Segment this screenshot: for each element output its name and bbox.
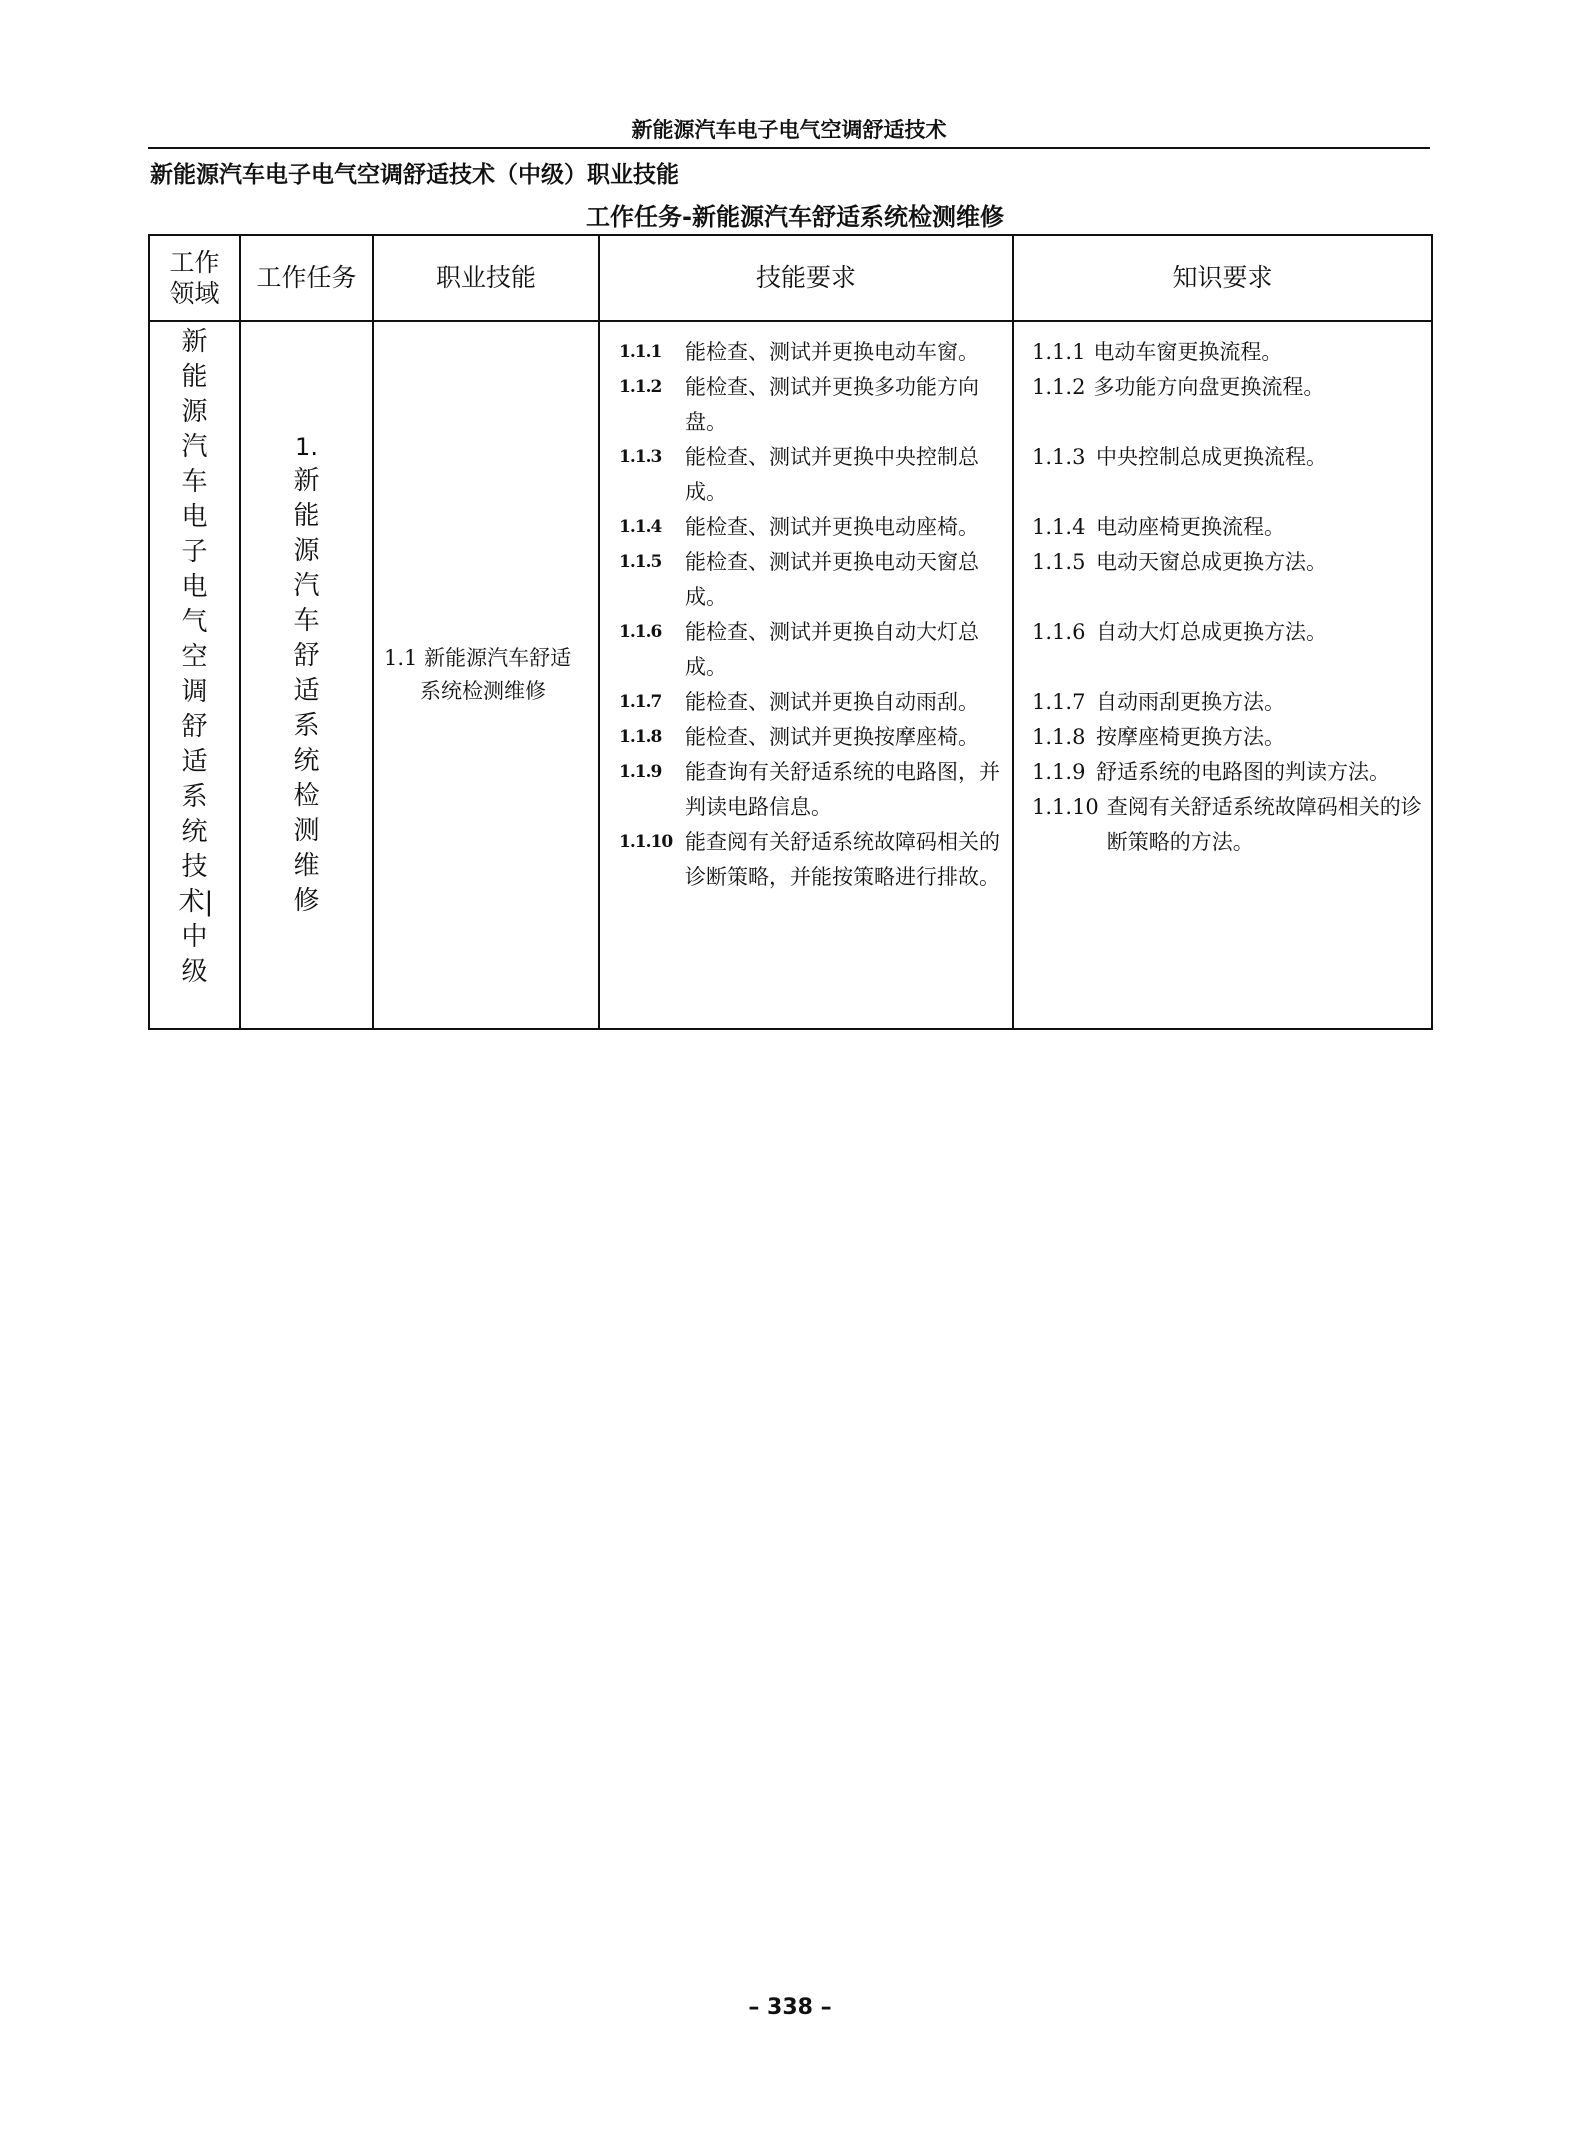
knowledge-requirement-number: 1.1.7 [1032,690,1086,714]
work-task-name: 新能源汽车舒适系统检测维修 [293,466,320,916]
vocational-skill-item: 1.1 新能源汽车舒适系统检测维修 [384,646,572,703]
skill-requirement-number: 1.1.3 [619,447,662,467]
knowledge-requirement-number: 1.1.9 [1032,760,1086,784]
knowledge-requirement-item [1032,545,1422,580]
skill-requirement-item [619,685,1003,720]
document-title: 新能源汽车电子电气空调舒适技术（中级）职业技能 [150,162,679,188]
running-header: 新能源汽车电子电气空调舒适技术 [631,118,947,142]
knowledge-requirements-list [1015,323,1430,860]
skill-requirement-item [619,510,1003,545]
skill-requirements-cell [599,321,1013,1029]
knowledge-requirement-number: 1.1.4 [1032,515,1086,539]
knowledge-requirement-item [1032,755,1422,790]
knowledge-requirement-text: 电动天窗总成更换方法。 [1096,550,1327,574]
knowledge-requirement-item [1032,615,1422,650]
knowledge-requirement-number: 1.1.5 [1032,550,1086,574]
knowledge-requirement-number: 1.1.3 [1032,445,1086,469]
work-domain-cell [149,321,240,1029]
skill-requirement-item [619,370,1003,440]
skill-requirement-number: 1.1.8 [619,727,662,747]
knowledge-requirement-item [1032,510,1422,545]
skill-requirement-number: 1.1.4 [619,517,662,537]
vocational-skill-cell [373,321,599,1029]
skill-requirement-number: 1.1.10 [619,832,673,852]
knowledge-requirement-item [1032,440,1422,475]
skill-requirement-text: 能检查、测试并更换自动雨刮。 [685,690,979,714]
skill-requirement-text: 能查阅有关舒适系统故障码相关的诊断策略，并能按策略进行排故。 [685,830,1000,889]
knowledge-requirement-item [1032,335,1422,370]
knowledge-requirement-item [1032,370,1422,405]
knowledge-requirement-text: 电动车窗更换流程。 [1093,340,1283,364]
knowledge-requirement-text: 多功能方向盘更换流程。 [1093,375,1325,399]
knowledge-requirement-text: 按摩座椅更换方法。 [1096,725,1285,749]
knowledge-requirement-text: 中央控制总成更换流程。 [1096,445,1327,469]
header-rule [148,147,1430,149]
skill-requirement-text: 能检查、测试并更换电动座椅。 [685,515,979,539]
knowledge-requirement-text: 电动座椅更换流程。 [1096,515,1285,539]
skill-requirement-text: 能检查、测试并更换多功能方向盘。 [685,375,979,434]
skill-requirement-text: 能检查、测试并更换电动车窗。 [685,340,979,364]
knowledge-requirement-number: 1.1.1 [1032,340,1086,364]
header-vocational-skill: 职业技能 [373,235,599,321]
knowledge-requirement-number: 1.1.8 [1032,725,1086,749]
skill-requirement-number: 1.1.2 [619,377,662,397]
knowledge-requirement-number: 1.1.10 [1032,795,1099,819]
skill-requirement-item [619,545,1003,615]
skill-requirement-item [619,335,1003,370]
knowledge-requirement-item [1032,685,1422,720]
skills-table [148,234,1433,1030]
skill-requirement-item [619,755,1003,825]
skill-requirement-item [619,825,1003,895]
knowledge-requirement-item [1032,720,1422,755]
skill-requirement-number: 1.1.7 [619,692,662,712]
skill-requirement-item [619,720,1003,755]
skill-requirement-item [619,440,1003,510]
knowledge-requirement-text: 舒适系统的电路图的判读方法。 [1096,760,1390,784]
header-work-domain: 工作 领域 [149,235,240,321]
header-knowledge-requirements: 知识要求 [1013,235,1432,321]
page-number: – 338 – [748,1995,832,2020]
skill-requirement-text: 能查询有关舒适系统的电路图，并判读电路信息。 [685,760,1000,819]
skill-requirement-number: 1.1.6 [619,622,662,642]
knowledge-requirement-number: 1.1.6 [1032,620,1086,644]
skill-requirement-number: 1.1.9 [619,762,662,782]
knowledge-requirement-number: 1.1.2 [1032,375,1086,399]
skill-requirement-text: 能检查、测试并更换按摩座椅。 [685,725,979,749]
skill-requirement-item [619,615,1003,685]
table-caption: 工作任务-新能源汽车舒适系统检测维修 [586,203,1004,231]
knowledge-requirement-text: 查阅有关舒适系统故障码相关的诊断策略的方法。 [1106,795,1422,854]
knowledge-requirement-text: 自动雨刮更换方法。 [1096,690,1285,714]
knowledge-requirement-item [1032,790,1422,860]
knowledge-requirement-text: 自动大灯总成更换方法。 [1096,620,1327,644]
skill-requirement-number: 1.1.1 [619,342,662,362]
work-task-cell [240,321,373,1029]
work-domain-text: 新能源汽车电子电气空调舒适系统技术|中级 [178,327,214,987]
skill-requirements-list [601,323,1011,895]
skill-requirement-text: 能检查、测试并更换电动天窗总成。 [685,550,979,609]
skill-requirement-text: 能检查、测试并更换中央控制总成。 [685,445,979,504]
table-header-row [149,235,1432,321]
header-work-task: 工作任务 [240,235,373,321]
work-task-number: 1. [295,433,318,461]
skill-requirement-text: 能检查、测试并更换自动大灯总成。 [685,620,979,679]
knowledge-requirements-cell [1013,321,1432,1029]
table-row [149,321,1432,1029]
skill-requirement-number: 1.1.5 [619,552,662,572]
header-skill-requirements: 技能要求 [599,235,1013,321]
